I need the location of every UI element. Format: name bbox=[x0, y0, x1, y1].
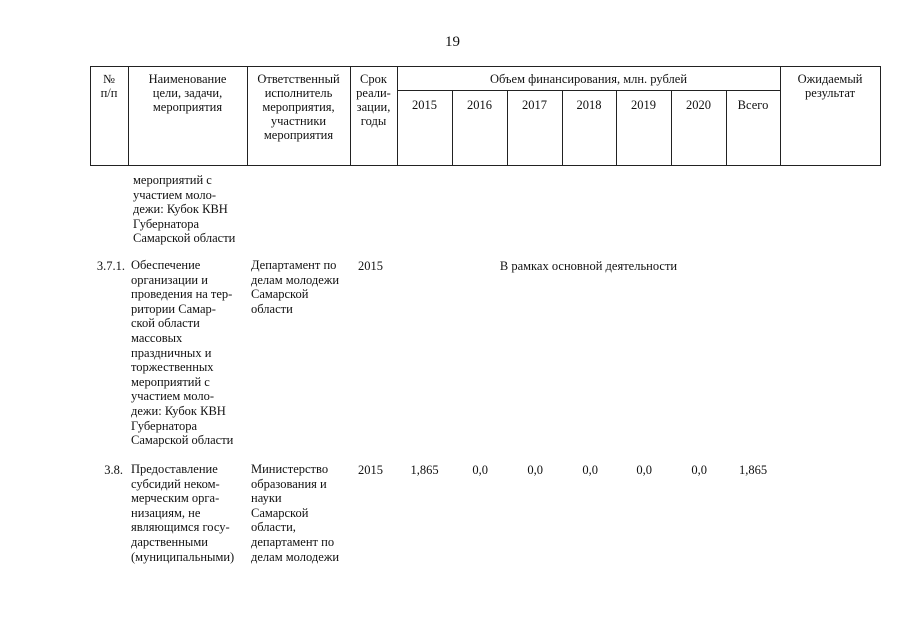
page-number: 19 bbox=[445, 34, 460, 50]
row-value-2017: 0,0 bbox=[527, 463, 543, 477]
row-name: Предоставление субсидий неком- мерческим орга- низациям, не являющимся госу- дарственными (муниципальными) bbox=[131, 462, 235, 564]
row-value-2015: 1,865 bbox=[410, 463, 439, 477]
header-funding: Объем финансирования, млн. рублей bbox=[489, 72, 688, 86]
header-year: 2019 bbox=[631, 98, 656, 112]
header-year: 2016 bbox=[467, 98, 492, 112]
header-year: 2017 bbox=[522, 98, 547, 112]
row-number: 3.8. bbox=[104, 463, 123, 477]
row-responsible: Министерство образования и науки Самарской области, департамент по делам молодежи bbox=[251, 462, 340, 564]
header-year: 2018 bbox=[576, 98, 602, 112]
row-value-2016: 0,0 bbox=[472, 463, 488, 477]
header-term: Срок реали- зации, годы bbox=[356, 72, 391, 128]
row-number: 3.7.1. bbox=[96, 259, 125, 273]
header-result: Ожидаемый результат bbox=[797, 72, 863, 100]
row-value-2020: 0,0 bbox=[691, 463, 707, 477]
row-term: 2015 bbox=[358, 259, 383, 273]
row-name: Обеспечение организации и проведения на тер- ритории Самар- ской области массовых праздничных и торжественных мероприятий с участием моло- дежи: Кубок КВН Губернатора Самарской области bbox=[131, 258, 234, 448]
header-responsible: Ответственный исполнитель мероприятия, участники мероприятия bbox=[257, 72, 340, 142]
row-value-2019: 0,0 bbox=[636, 463, 652, 477]
row-term: 2015 bbox=[358, 463, 383, 477]
row-value-total: 1,865 bbox=[738, 463, 768, 477]
header-year: 2015 bbox=[412, 98, 437, 112]
row-funding-note: В рамках основной деятельности bbox=[499, 259, 678, 273]
continuation-text: мероприятий с участием моло- дежи: Кубок КВН Губернатора Самарской области bbox=[133, 173, 236, 246]
header-year: 2020 bbox=[686, 98, 711, 112]
row-responsible: Департамент по делам молодежи Самарской области bbox=[251, 258, 340, 316]
header-total: Всего bbox=[737, 98, 769, 112]
row-value-2018: 0,0 bbox=[582, 463, 598, 477]
header-name: Наименование цели, задачи, мероприятия bbox=[148, 72, 227, 114]
header-number: № п/п bbox=[100, 72, 118, 100]
